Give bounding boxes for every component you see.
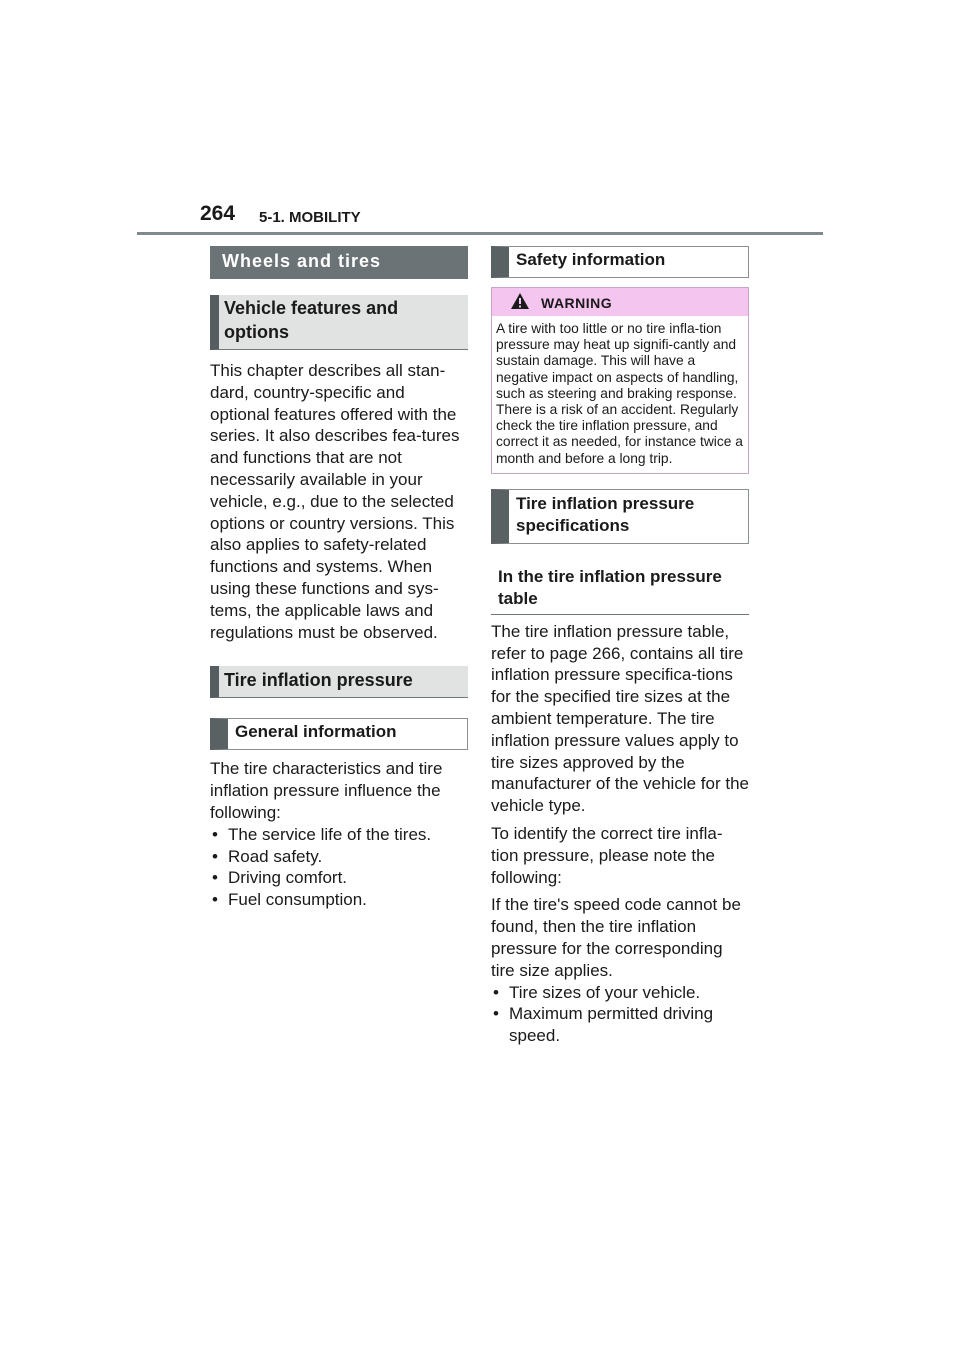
list-item: • Driving comfort. [210, 867, 468, 889]
list-item: • Maximum permitted driving speed. [491, 1003, 749, 1047]
page-number: 264 [200, 202, 236, 225]
heading-tire-inflation-pressure: Tire inflation pressure [210, 666, 468, 698]
heading-pressure-specifications: Tire inflation pressure specifications [491, 489, 749, 544]
left-column [210, 246, 468, 911]
warning-title: WARNING [541, 295, 613, 311]
warning-text: A tire with too little or no tire infla-tion pressure may heat up signifi-cantly and sustain damage. This will have a negative impact on aspects of handling, such as steering and braking response. There is a risk of an accident. Regularly check the tire inflation pressure, and correct it as needed, for instance twice a month and before a long trip. [496, 321, 743, 466]
header-rule [137, 232, 823, 235]
right-bullet-list [491, 982, 749, 1047]
heading-safety-information: Safety information [491, 246, 749, 278]
warning-header [492, 288, 748, 316]
list-item: • Fuel consumption. [210, 889, 468, 911]
right-column [491, 246, 749, 1047]
warning-triangle-icon [510, 292, 530, 310]
speed-code-paragraph: If the tire's speed code cannot be found, then the tire inflation pressure for the corresponding tire size applies. [491, 895, 741, 980]
section-label: 5-1. MOBILITY [259, 209, 361, 226]
list-item: • Tire sizes of your vehicle. [491, 982, 749, 1004]
heading-pressure-table: In the tire inflation pressure table [491, 566, 749, 615]
heading-wheels-and-tires: Wheels and tires [210, 246, 468, 279]
heading-vehicle-features: Vehicle features and options [210, 295, 468, 350]
intro-paragraph: This chapter describes all stan-dard, country-specific and optional features offered with the series. It also describes fea-tures and functions that are not necessarily available in your vehicle, e.g., due to the selected options or country versions. This also applies to safety-related functions and systems. When using these functions and sys-tems, the applicable laws and regulations must be observed. [210, 361, 460, 642]
list-item: • Road safety. [210, 846, 468, 868]
table-paragraph: The tire inflation pressure table, refer to page 266, contains all tire inflation pressure specifica-tions for the specified tire sizes at the ambient temperature. The tire inflation pressure values apply to tire sizes approved by the manufacturer of the vehicle for the vehicle type. [491, 621, 749, 816]
identify-paragraph: To identify the correct tire infla-tion pressure, please note the following: [491, 824, 723, 887]
list-item: • The service life of the tires. [210, 824, 468, 846]
general-bullet-list [210, 824, 468, 911]
general-paragraph: The tire characteristics and tire inflation pressure influence the following: [210, 759, 443, 822]
warning-box [491, 287, 749, 474]
heading-general-information: General information [210, 718, 468, 750]
